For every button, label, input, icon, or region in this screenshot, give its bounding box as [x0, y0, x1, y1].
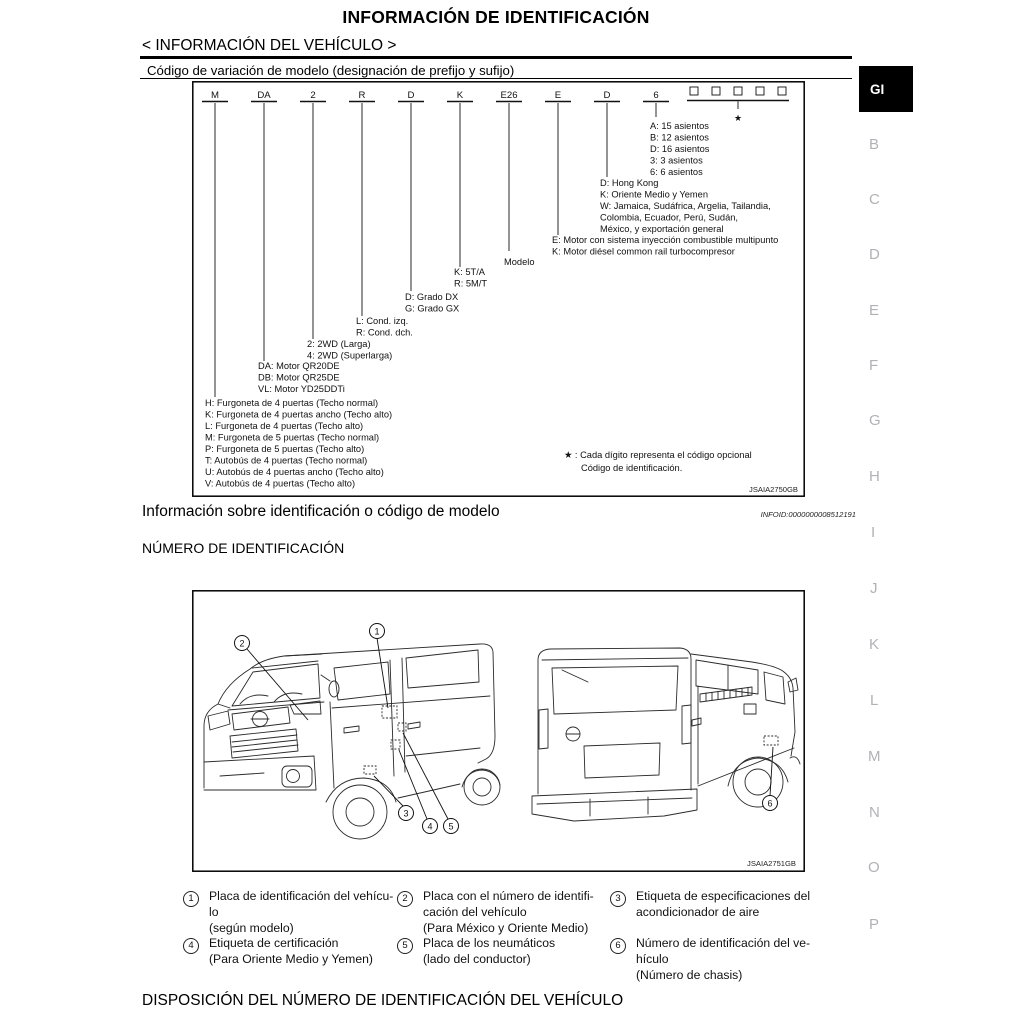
label-line: VL: Motor YD25DDTi [258, 384, 345, 394]
callout-number: 3 [403, 808, 409, 819]
tab-section-p[interactable]: P [869, 916, 880, 933]
group-steering [356, 316, 413, 338]
star-symbol: ★ [733, 113, 743, 123]
tab-section-gi[interactable]: GI [859, 66, 913, 112]
tab-section-o[interactable]: O [868, 859, 880, 876]
tab-section-i[interactable]: I [871, 524, 876, 541]
label-line: K: 5T/A [454, 267, 486, 277]
label-line: V: Autobús de 4 puertas (Techo alto) [205, 478, 356, 489]
tab-section-f[interactable]: F [869, 357, 879, 374]
figure-code: JSAIA2750GB [749, 485, 798, 494]
group-body [205, 398, 392, 489]
star-note-line2: Código de identificación. [581, 463, 683, 473]
code-digit: DA [257, 90, 271, 101]
label-line: Colombia, Ecuador, Perú, Sudán, [600, 212, 738, 223]
group-grade [405, 292, 459, 314]
group-transmission [454, 267, 487, 289]
model-label: Modelo [504, 257, 535, 267]
option-checkboxes [687, 87, 789, 123]
subsection-heading-id-number: NÚMERO DE IDENTIFICACIÓN [142, 540, 345, 556]
legend-number: 5 [397, 938, 413, 954]
label-line: DB: Motor QR25DE [258, 372, 340, 383]
label-line: D: Hong Kong [600, 178, 659, 188]
tab-section-j[interactable]: J [870, 580, 878, 597]
star-note [564, 450, 752, 473]
sticker-certification [391, 740, 400, 749]
legend-item [636, 889, 822, 921]
page-subtitle: < INFORMACIÓN DEL VEHÍCULO > [142, 37, 397, 54]
sticker-tire-plate [398, 723, 406, 731]
tab-section-d[interactable]: D [869, 246, 880, 263]
group-drive [307, 339, 392, 361]
label-line: B: 12 asientos [650, 132, 709, 143]
code-digit: 6 [653, 90, 659, 101]
legend-line: Etiqueta de especificaciones del [636, 889, 811, 903]
label-line: D: 16 asientos [650, 144, 710, 154]
tab-section-m[interactable]: M [868, 748, 881, 765]
legend-line: Etiqueta de certificación [209, 936, 339, 950]
sticker-ac-spec [364, 766, 376, 774]
legend-line: lo [209, 904, 219, 919]
tab-section-c[interactable]: C [869, 191, 880, 208]
label-line: A: 15 asientos [650, 121, 709, 131]
legend-item [209, 889, 395, 936]
legend-line: acondicionador de aire [636, 904, 760, 919]
legend-line: (lado del conductor) [423, 951, 531, 966]
tab-section-b[interactable]: B [869, 136, 880, 153]
label-line: D: Grado DX [405, 292, 459, 302]
label-line: DA: Motor QR20DE [258, 361, 340, 371]
label-line: E: Motor con sistema inyección combustible multipunto [552, 235, 779, 245]
section-heading-vin-arrangement: DISPOSICIÓN DEL NÚMERO DE IDENTIFICACIÓN DEL VEHÍCULO [142, 992, 624, 1009]
infoid-reference: INFOID:0000000008512191 [760, 510, 856, 519]
figure-code: JSAIA2751GB [747, 859, 796, 868]
code-row [202, 90, 669, 102]
legend-item [423, 889, 609, 936]
group-engine [258, 361, 345, 394]
callout-number: 4 [427, 821, 433, 832]
divider-thick [140, 56, 852, 59]
group-seats [650, 121, 710, 177]
van-rear-view [532, 648, 800, 821]
sticker-chassis-number [764, 736, 778, 745]
page-title: INFORMACIÓN DE IDENTIFICACIÓN [342, 7, 650, 27]
tab-section-h[interactable]: H [869, 468, 880, 485]
sticker-vin-plate [382, 706, 397, 718]
tab-section-e[interactable]: E [869, 302, 880, 319]
legend-line: hículo [636, 951, 669, 966]
legend-line: cación del vehículo [423, 904, 527, 919]
legend-number: 3 [610, 891, 626, 907]
callout-number: 5 [448, 821, 454, 832]
label-line: U: Autobús de 4 puertas ancho (Techo alto) [205, 467, 384, 477]
legend-number: 1 [183, 891, 199, 907]
legend-line: Placa de identificación del vehícu- [209, 889, 394, 903]
vehicle-id-figure [192, 590, 805, 872]
callout-number: 1 [374, 626, 380, 637]
star-note-line1: ★ : Cada dígito representa el código opcional [564, 450, 752, 460]
label-line: México, y exportación general [600, 224, 724, 234]
label-line: G: Grado GX [405, 303, 460, 314]
tab-section-l[interactable]: L [870, 692, 879, 709]
tab-section-n[interactable]: N [869, 804, 880, 821]
tab-section-k[interactable]: K [869, 636, 880, 653]
code-digit: M [211, 90, 219, 101]
figure-border [193, 591, 804, 871]
legend-item [636, 936, 822, 983]
label-line: 2: 2WD (Larga) [307, 339, 371, 349]
group-engine-type [552, 235, 778, 257]
label-line: K: Furgoneta de 4 puertas ancho (Techo alto) [205, 409, 393, 420]
callout-number: 6 [767, 798, 773, 809]
legend-number: 6 [610, 938, 626, 954]
legend-line: Número de identificación del ve- [636, 936, 811, 950]
callout-leader-lines [247, 638, 773, 819]
label-line: R: Cond. dch. [356, 327, 413, 338]
code-digit: 2 [310, 90, 316, 101]
code-digit: D [603, 90, 611, 101]
divider-thin [140, 78, 852, 79]
label-line: T: Autobús de 4 puertas (Techo normal) [205, 455, 368, 466]
code-digit: K [456, 90, 464, 101]
legend-line: (Para Oriente Medio y Yemen) [209, 951, 373, 966]
label-line: R: 5M/T [454, 278, 488, 289]
section-heading-model-variation: Código de variación de modelo (designación de prefijo y sufijo) [147, 63, 515, 78]
label-line: 3: 3 asientos [650, 155, 703, 166]
label-line: L: Furgoneta de 4 puertas (Techo alto) [205, 421, 364, 431]
code-digit: E [554, 90, 562, 101]
group-destination [600, 178, 771, 234]
legend-line: (Para México y Oriente Medio) [423, 920, 589, 935]
legend-line: Placa de los neumáticos [423, 936, 556, 950]
legend-line: (Número de chasis) [636, 967, 743, 982]
label-line: L: Cond. izq. [356, 316, 409, 326]
label-line: 6: 6 asientos [650, 167, 703, 177]
callout-number: 2 [239, 638, 245, 649]
subsection-heading-model-code: Información sobre identificación o código de modelo [142, 503, 500, 520]
label-line: K: Oriente Medio y Yemen [600, 189, 709, 200]
label-line: M: Furgoneta de 5 puertas (Techo normal) [205, 432, 380, 443]
label-line: P: Furgoneta de 5 puertas (Techo alto) [205, 444, 365, 454]
label-line: W: Jamaica, Sudáfrica, Argelia, Tailandia, [600, 201, 771, 211]
legend-item [209, 936, 395, 968]
legend-line: (según modelo) [209, 920, 294, 935]
model-code-figure [192, 81, 805, 497]
code-digit: D [407, 90, 415, 101]
label-line: 4: 2WD (Superlarga) [307, 350, 393, 361]
tab-section-g[interactable]: G [869, 412, 881, 429]
legend-item [423, 936, 609, 968]
legend-number: 2 [397, 891, 413, 907]
legend-line: Placa con el número de identifi- [423, 889, 594, 903]
code-digit: E26 [500, 90, 518, 101]
label-line: H: Furgoneta de 4 puertas (Techo normal) [205, 398, 379, 408]
label-line: K: Motor diésel common rail turbocompresor [552, 246, 735, 257]
code-digit: R [358, 90, 366, 101]
van-front-view [204, 644, 500, 839]
legend-number: 4 [183, 938, 199, 954]
